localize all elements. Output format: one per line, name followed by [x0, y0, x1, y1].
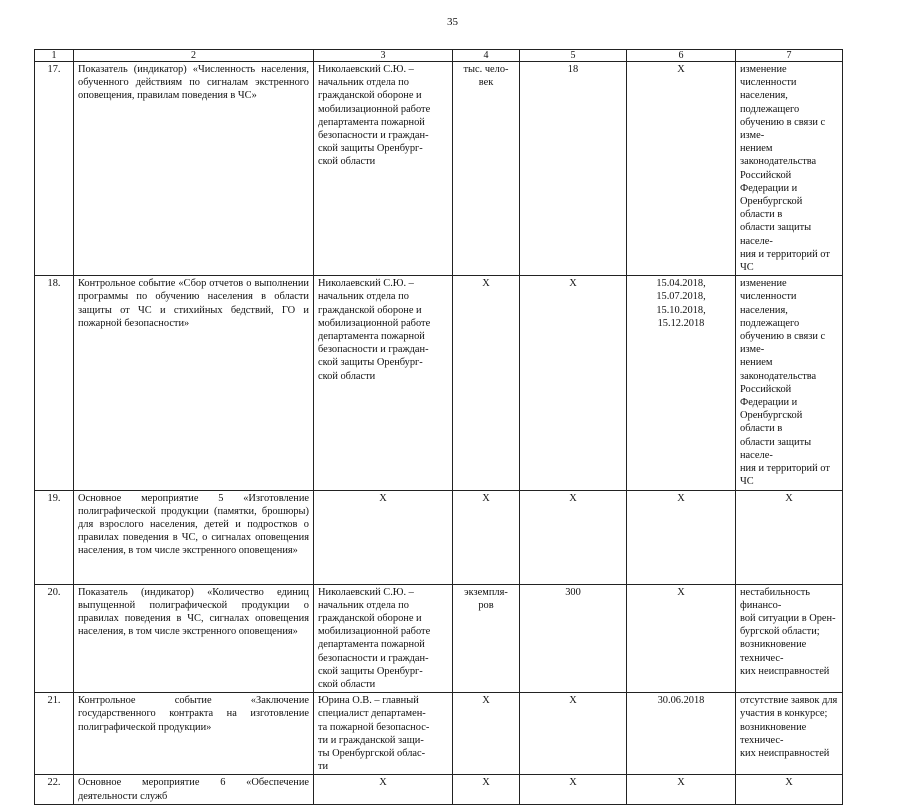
due-date: Х: [677, 777, 685, 789]
due-date: Х: [677, 64, 685, 75]
due-date: Х: [677, 492, 685, 504]
risk-description: Х: [785, 777, 793, 789]
table-row: [35, 276, 843, 490]
due-date: 30.06.2018: [657, 695, 705, 707]
unit-of-measure: Х: [482, 777, 490, 789]
row-number: 18.: [47, 278, 61, 290]
row-number: 22.: [47, 777, 61, 789]
header-row: [35, 50, 843, 62]
event-name: Показатель (индикатор) «Численность населения, обученного действиям по сигналам экстренного оповещения, правилам поведения в ЧС»: [78, 64, 309, 102]
target-value: 300: [565, 586, 581, 598]
target-value: Х: [569, 695, 577, 707]
unit-of-measure: тыс. чело- век: [463, 64, 509, 89]
table-row: [35, 62, 843, 276]
responsible-person: Юрина О.В. – главный специалист департамен- та пожарной безопаснос- ти и гражданской защи- ты Оренбургской облас- ти: [318, 695, 430, 773]
responsible-person: Х: [379, 777, 387, 789]
target-value: Х: [569, 278, 577, 290]
unit-of-measure: Х: [482, 695, 490, 707]
risk-description: изменение численности населения, подлежащего обучению в связи с изме- нением законодательства Российской Федерации и Оренбургской области в области защиты населе- ния и территорий от ЧС: [740, 64, 830, 274]
risk-description: отсутствие заявок для участия в конкурсе; возникновение техничес- ких неисправностей: [740, 695, 838, 759]
event-name: Основное мероприятие 5 «Изготовление полиграфической продукции (памятки, брошюры) для взрослого населения, детей и подростков о правилах поведения в ЧС, о сигналах оповещения населения, в том числе экстренного оповещения»: [78, 492, 309, 557]
event-name: Основное мероприятие 6 «Обеспечение деятельности служб: [78, 777, 309, 802]
risk-description: нестабильность финансо- вой ситуации в Орен- бургской области; возникновение техничес- ких неисправностей: [740, 586, 836, 677]
header-cell: 7: [736, 50, 843, 62]
due-date: 15.04.2018, 15.07.2018, 15.10.2018, 15.12.2018: [656, 278, 706, 329]
event-name: Показатель (индикатор) «Количество единиц выпущенной полиграфической продукции о правилах поведения в ЧС, сигналах оповещения населения, в том числе экстренного оповещения»: [78, 586, 309, 638]
table-row: [35, 693, 843, 775]
table-row: [35, 490, 843, 584]
risk-description: Х: [785, 492, 793, 504]
responsible-person: Николаевский С.Ю. – начальник отдела по гражданской обороне и мобилизационной работе департамента пожарной безопасности и граждан- ской защиты Оренбург- ской области: [318, 64, 431, 168]
header-cell: 4: [453, 50, 520, 62]
header-cell: 1: [35, 50, 74, 62]
responsible-person: Х: [379, 492, 387, 504]
risk-description: изменение численности населения, подлежащего обучению в связи с изме- нением законодательства Российской Федерации и Оренбургской области в области защиты населе- ния и территорий от ЧС: [740, 278, 830, 488]
table-row: [35, 584, 843, 693]
unit-of-measure: Х: [482, 492, 490, 504]
responsible-person: Николаевский С.Ю. – начальник отдела по гражданской обороне и мобилизационной работе департамента пожарной безопасности и граждан- ской защиты Оренбург- ской области: [318, 278, 431, 382]
unit-of-measure: экземпля- ров: [464, 586, 508, 611]
responsible-person: Николаевский С.Ю. – начальник отдела по гражданской обороне и мобилизационной работе департамента пожарной безопасности и граждан- ской защиты Оренбург- ской области: [318, 586, 431, 690]
table-row: [35, 775, 843, 804]
header-cell: 6: [627, 50, 736, 62]
row-number: 21.: [47, 695, 61, 707]
event-name: Контрольное событие «Сбор отчетов о выполнении программы по обучению населения в области защиты от ЧС и стихийных бедствий, ГО и пожарной безопасности»: [78, 278, 309, 329]
target-value: Х: [569, 492, 577, 504]
page-number: 35: [447, 16, 458, 28]
row-number: 17.: [47, 64, 61, 75]
due-date: Х: [677, 586, 685, 598]
row-number: 19.: [47, 492, 61, 504]
target-value: 18: [567, 64, 579, 75]
header-cell: 5: [520, 50, 627, 62]
target-value: Х: [569, 777, 577, 789]
row-number: 20.: [47, 586, 61, 598]
unit-of-measure: Х: [482, 278, 490, 290]
event-name: Контрольное событие «Заключение государственного контракта на изготовление полиграфической продукции»: [78, 695, 309, 733]
plan-table: [34, 49, 843, 805]
header-cell: 2: [74, 50, 314, 62]
header-cell: 3: [314, 50, 453, 62]
